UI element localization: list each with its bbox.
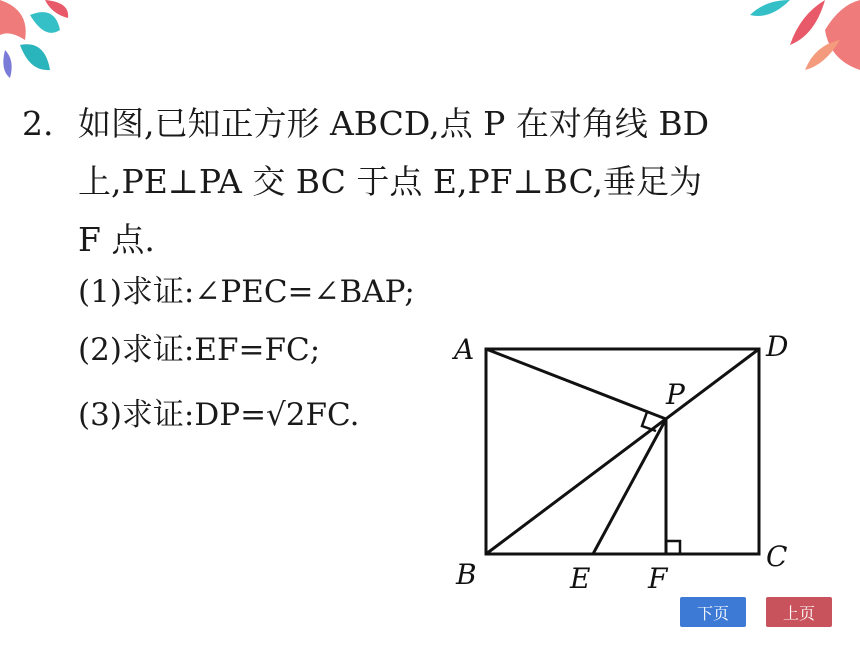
label-e: E	[570, 562, 591, 592]
label-b: B	[456, 558, 477, 591]
diagonal-bd	[486, 349, 759, 554]
problem-text-line-2: 上,PE⊥PA 交 BC 于点 E,PF⊥BC,垂足为	[78, 162, 703, 201]
problem-text-line-1: 如图,已知正方形 ABCD,点 P 在对角线 BD	[78, 104, 710, 143]
label-f: F	[648, 562, 668, 592]
segment-ap	[486, 349, 666, 419]
leaf-decoration-top-left	[0, 0, 90, 80]
right-angle-mark-f	[666, 541, 680, 554]
segment-pe	[593, 419, 666, 554]
subquestion-1: (1)求证:∠PEC=∠BAP;	[78, 274, 415, 310]
label-c: C	[766, 540, 788, 573]
subquestion-3: (3)求证:DP=√2FC.	[78, 397, 360, 433]
problem-statement	[22, 95, 852, 269]
problem-line-1	[22, 95, 852, 153]
prev-page-button[interactable]: 上页	[766, 597, 832, 627]
label-d: D	[766, 330, 789, 363]
label-p: P	[666, 378, 685, 411]
problem-number: 2.	[22, 104, 54, 143]
leaf-decoration-top-right	[730, 0, 860, 75]
label-a: A	[454, 333, 475, 366]
next-page-button[interactable]: 下页	[680, 597, 746, 627]
problem-text-line-3: F 点.	[78, 220, 155, 259]
subquestion-2: (2)求证:EF=FC;	[78, 332, 321, 368]
geometry-figure	[448, 322, 808, 592]
